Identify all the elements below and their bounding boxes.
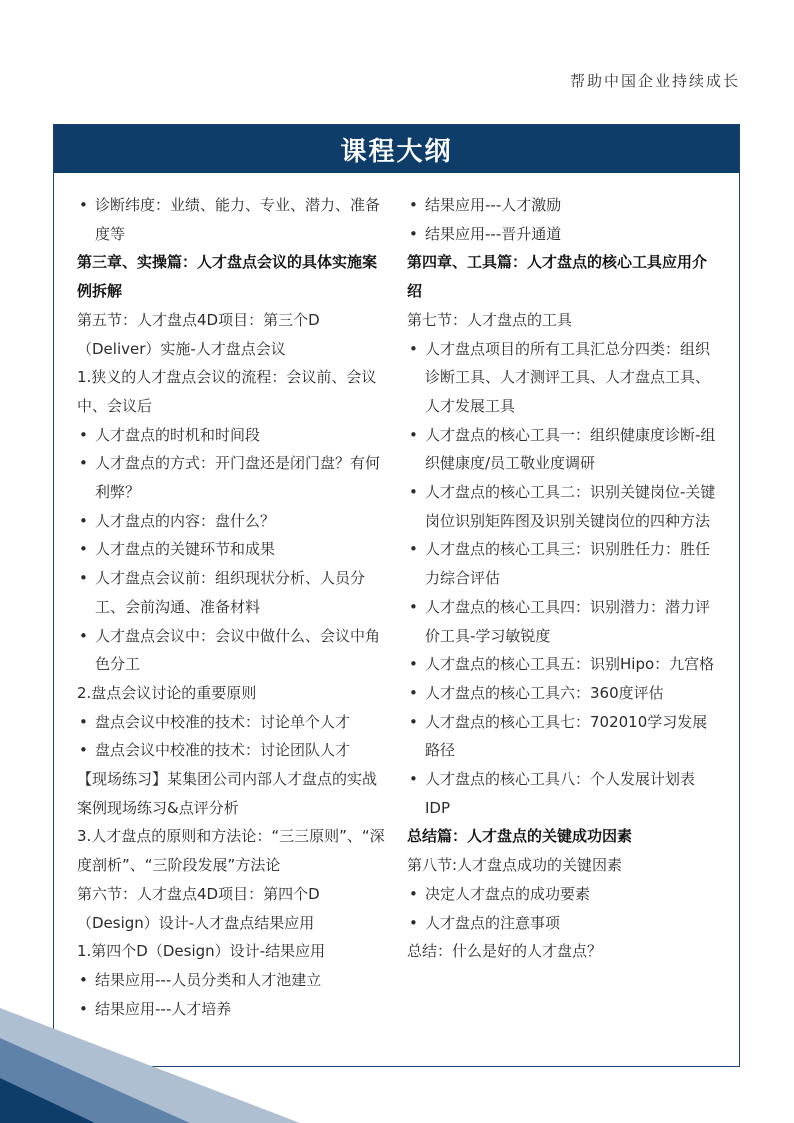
section-text: 第五节：人才盘点4D项目：第三个D（Deliver）实施-人才盘点会议 (77, 310, 320, 358)
section-text: 3.人才盘点的原则和方法论：“三三原则”、“深度剖析”、“三阶段发展”方法论 (77, 827, 385, 875)
bullet-item: • 人才盘点会议前：组织现状分析、人员分工、会前沟通、准备材料 (77, 564, 387, 621)
chapter-heading: 第三章、实操篇：人才盘点会议的具体实施案例拆解 (77, 253, 378, 301)
section-text: 第八节:人才盘点成功的关键因素 (407, 856, 623, 875)
bullet-item: • 人才盘点的关键环节和成果 (77, 535, 387, 564)
bullet-item: • 人才盘点项目的所有工具汇总分四类：组织诊断工具、人才测评工具、人才盘点工具、人才发展工具 (407, 335, 719, 421)
section-text: 1.第四个D（Design）设计-结果应用 (77, 942, 326, 961)
bullet-item: • 结果应用---人才培养 (77, 995, 387, 1024)
bullet-item: • 人才盘点的核心工具七：702010学习发展路径 (407, 708, 719, 765)
bullet-item: • 人才盘点的核心工具六：360度评估 (407, 679, 719, 708)
chapter-heading: 第四章、工具篇：人才盘点的核心工具应用介绍 (407, 253, 708, 301)
bullet-item: • 人才盘点的核心工具三：识别胜任力：胜任力综合评估 (407, 535, 719, 592)
section-text: 第六节：人才盘点4D项目：第四个D（Design）设计-人才盘点结果应用 (77, 884, 320, 932)
section-text: 2.盘点会议讨论的重要原则 (77, 683, 257, 702)
bullet-item: • 人才盘点的时机和时间段 (77, 421, 387, 450)
right-column (407, 191, 719, 966)
corner-decoration (0, 1008, 300, 1123)
bullet-item: • 结果应用---人才激励 (407, 191, 719, 220)
bullet-item: • 盘点会议中校准的技术：讨论单个人才 (77, 708, 387, 737)
bullet-item: • 人才盘点的核心工具一：组织健康度诊断-组织健康度/员工敬业度调研 (407, 421, 719, 478)
section-text: 1.狭义的人才盘点会议的流程：会议前、会议中、会议后 (77, 368, 377, 415)
bullet-item: • 人才盘点的注意事项 (407, 909, 719, 938)
section-text: 总结：什么是好的人才盘点？ (407, 942, 603, 961)
section-text: 【现场练习】某集团公司内部人才盘点的实战案例现场练习&点评分析 (77, 770, 378, 817)
bullet-item: • 决定人才盘点的成功要素 (407, 880, 719, 909)
left-column (77, 191, 387, 1023)
panel-title: 课程大纲 (54, 125, 739, 173)
section-text: 第七节：人才盘点的工具 (407, 310, 573, 329)
bullet-item: • 人才盘点的核心工具五：识别Hipo：九宫格 (407, 650, 719, 679)
bullet-item: • 结果应用---人员分类和人才池建立 (77, 966, 387, 995)
outline-panel (53, 124, 740, 1067)
bullet-item: • 结果应用---晋升通道 (407, 220, 719, 249)
bullet-item: • 人才盘点的核心工具二：识别关键岗位-关键岗位识别矩阵图及识别关键岗位的四种方法 (407, 478, 719, 535)
bullet-item: • 人才盘点的核心工具四：识别潜力：潜力评价工具-学习敏锐度 (407, 593, 719, 650)
bullet-item: • 诊断纬度：业绩、能力、专业、潜力、准备度等 (77, 191, 387, 248)
bullet-item: • 人才盘点会议中：会议中做什么、会议中角色分工 (77, 622, 387, 679)
bullet-item: • 人才盘点的内容：盘什么？ (77, 507, 387, 536)
chapter-heading: 总结篇：人才盘点的关键成功因素 (407, 827, 633, 846)
bullet-item: • 人才盘点的核心工具八：个人发展计划表IDP (407, 765, 719, 822)
bullet-item: • 人才盘点的方式：开门盘还是闭门盘？有何利弊？ (77, 449, 387, 506)
tagline: 帮助中国企业持续成长 (569, 72, 740, 90)
bullet-item: • 盘点会议中校准的技术：讨论团队人才 (77, 736, 387, 765)
